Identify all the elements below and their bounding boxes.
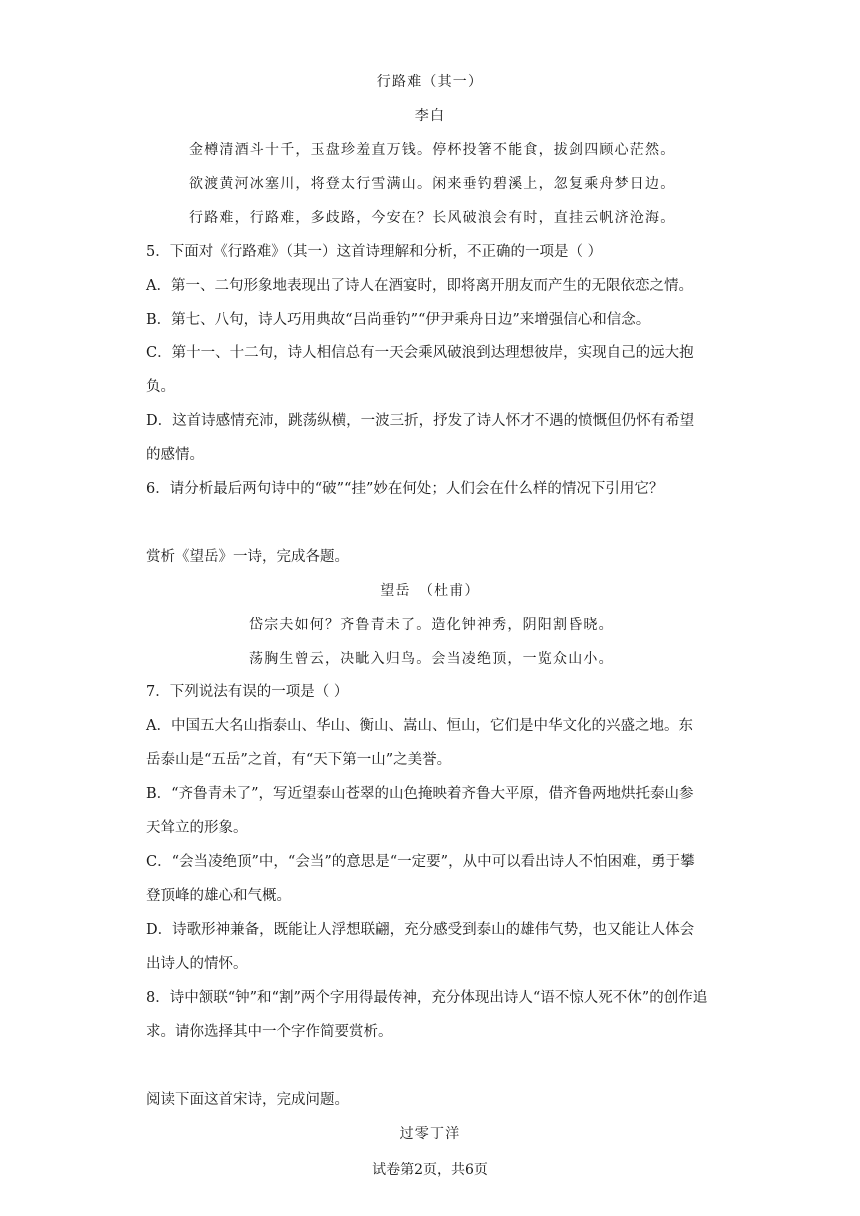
section2-intro: 赏析《望岳》一诗，完成各题。 [146,549,349,565]
q5-option-d-line2: 的感情。 [146,447,204,463]
poem2-line-2: 荡胸生曾云，决眦入归鸟。会当凌绝顶，一览众山小。 [249,651,614,667]
poem2-line-1: 岱宗夫如何？齐鲁青未了。造化钟神秀，阴阳割昏晓。 [249,617,614,633]
q5-option-d-line1: D．这首诗感情充沛，跳荡纵横，一波三折，抒发了诗人怀才不遇的愤慨但仍怀有希望 [146,413,695,429]
poem1-title: 行路难（其一） [376,74,484,90]
poem1-line-1: 金樽清酒斗十千，玉盘珍羞直万钱。停杯投箸不能食，拔剑四顾心茫然。 [189,142,676,158]
section3-intro: 阅读下面这首宋诗，完成问题。 [146,1092,349,1108]
q8-stem-line1: 8．诗中颔联“钟”和“割”两个字用得最传神，充分体现出诗人“语不惊人死不休”的创作追 [146,990,708,1006]
q7-option-d-line2: 出诗人的情怀。 [146,956,248,972]
poem1-author: 李白 [414,108,446,124]
q7-stem: 7．下列说法有误的一项是（ ） [146,684,349,700]
q5-option-c-line1: C．第十一、十二句，诗人相信总有一天会乘风破浪到达理想彼岸，实现自己的远大抱 [146,345,694,361]
poem2-title: 望岳 （杜甫） [380,583,480,599]
q5-option-b: B．第七、八句，诗人巧用典故“吕尚垂钓”“伊尹乘舟日边”来增强信心和信念。 [146,312,651,328]
q7-option-c-line1: C．“会当凌绝顶”中，“会当”的意思是“一定要”，从中可以看出诗人不怕困难，勇于攀 [146,854,695,870]
poem3-title: 过零丁洋 [399,1126,461,1142]
q8-stem-line2: 求。请你选择其中一个字作简要赏析。 [146,1024,393,1040]
poem1-line-2: 欲渡黄河冰塞川，将登太行雪满山。闲来垂钓碧溪上，忽复乘舟梦日边。 [189,176,676,192]
q6-stem: 6．请分析最后两句诗中的“破”“挂”妙在何处；人们会在什么样的情况下引用它？ [146,481,664,497]
q5-option-c-line2: 负。 [146,379,175,395]
q5-stem: 5．下面对《行路难》（其一）这首诗理解和分析，不正确的一项是（ ） [146,244,603,260]
q7-option-d-line1: D．诗歌形神兼备，既能让人浮想联翩，充分感受到泰山的雄伟气势，也又能让人体会 [146,922,695,938]
q7-option-b-line1: B．“齐鲁青未了”，写近望泰山苍翠的山色掩映着齐鲁大平原，借齐鲁两地烘托泰山参 [146,786,694,802]
q7-option-a-line1: A．中国五大名山指泰山、华山、衡山、嵩山、恒山，它们是中华文化的兴盛之地。东 [146,718,693,734]
page-footer: 试卷第2页，共6页 [372,1162,488,1178]
q5-option-a: A．第一、二句形象地表现出了诗人在酒宴时，即将离开朋友而产生的无限依恋之情。 [146,278,693,294]
q7-option-c-line2: 登顶峰的雄心和气概。 [146,888,291,904]
q7-option-b-line2: 天耸立的形象。 [146,820,248,836]
poem1-line-3: 行路难，行路难，多歧路，今安在？长风破浪会有时，直挂云帆济沧海。 [189,210,676,226]
q7-option-a-line2: 岳泰山是“五岳”之首，有“天下第一山”之美誉。 [146,752,452,768]
